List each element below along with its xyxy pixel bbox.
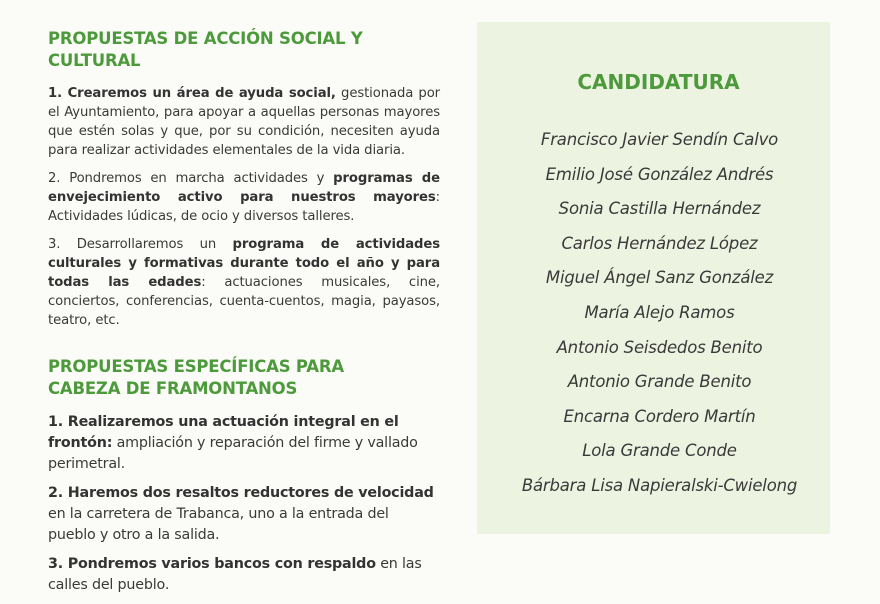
social-item-3 [48,235,440,330]
social-item-3-bold: programa de actividades culturales y formativas durante todo el año y para todas las edades [48,237,440,290]
specific-title-line2: CABEZA DE FRAMONTANOS [48,379,298,398]
candidate-name: Francisco Javier Sendín Calvo [540,130,779,149]
candidate-name: Carlos Hernández López [561,233,758,253]
social-item-2-rest: : Actividades lúdicas, de ocio y diversos talleres. [48,190,440,224]
specific-item-1-rest: ampliación y reparación del firme y vallado perimetral. [48,435,418,472]
candidatura-panel [477,22,830,534]
social-item-1 [48,84,440,160]
specific-item-1-bold: 1. Realizaremos una actuación integral en el frontón: [48,414,399,451]
candidate-name: Lola Grande Conde [582,441,737,461]
left-column [48,28,440,604]
social-item-2-pre: 2. Pondremos en marcha actividades y [48,171,334,186]
candidatura-title: CANDIDATURA [577,70,740,94]
specific-item-3 [48,554,440,596]
specific-item-1 [48,412,440,475]
specific-item-3-bold: 3. Pondremos varios bancos con respaldo [48,556,376,572]
candidate-name: Bárbara Lisa Napieralski-Cwielong [521,475,798,495]
candidate-name: Emilio José González Andrés [545,164,774,184]
candidate-name: Miguel Ángel Sanz González [545,268,774,288]
social-item-2-bold: programas de envejecimiento activo para nuestros mayores [48,171,440,205]
candidate-name: Antonio Grande Benito [567,372,752,392]
specific-item-2-rest: en la carretera de Trabanca, uno a la entrada del pueblo y otro a la salida. [48,506,389,543]
specific-section-title [48,356,440,400]
candidate-name: Sonia Castilla Hernández [558,199,761,219]
specific-item-2 [48,483,440,546]
specific-item-3-rest: en las calles del pueblo. [48,556,422,593]
candidate-name: Encarna Cordero Martín [563,406,756,426]
social-item-3-rest: : actuaciones musicales, cine, conciertos, conferencias, cuenta-cuentos, magia, payasos, teatro, etc. [48,275,441,328]
social-item-1-rest: gestionada por el Ayuntamiento, para apoyar a aquellas personas mayores que estén solas y que, por su condición, necesiten ayuda para realizar actividades elementales de la vida diaria. [48,86,440,158]
social-item-1-bold: 1. Crearemos un área de ayuda social, [48,86,336,101]
specific-title-line1: PROPUESTAS ESPECÍFICAS PARA [48,357,344,376]
social-section-title: PROPUESTAS DE ACCIÓN SOCIAL Y CULTURAL [48,29,363,70]
specific-item-2-bold: 2. Haremos dos resaltos reductores de velocidad [48,485,434,501]
candidate-name: María Alejo Ramos [584,302,735,322]
candidate-list [477,130,830,511]
social-item-3-pre: 3. Desarrollaremos un [48,237,233,252]
candidate-name: Antonio Seisdedos Benito [556,337,763,357]
social-item-2 [48,169,440,226]
